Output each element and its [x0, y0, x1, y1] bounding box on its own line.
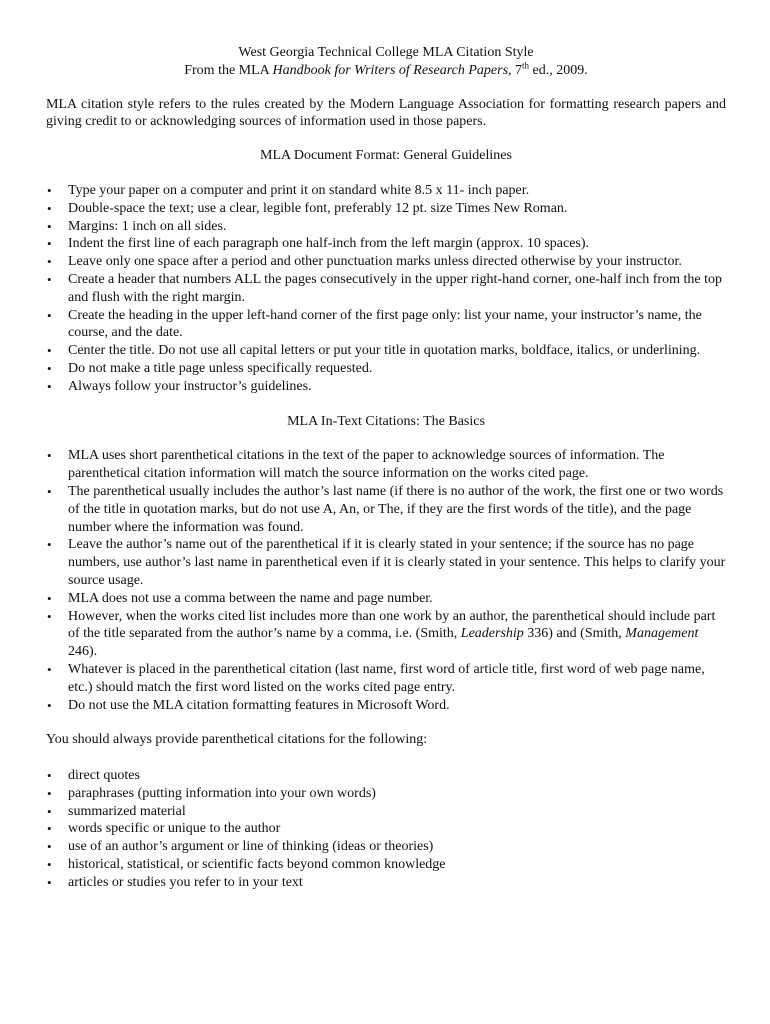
list-item: • MLA uses short parenthetical citations in the text of the paper to acknowledge sources of information. The parenthetical citation information will match the source information on the works cited page.	[47, 448, 665, 482]
list-item: • Center the title. Do not use all capital letters or put your title in quotation marks, boldface, italics, or underlining.	[47, 343, 701, 359]
bullet-icon: •	[47, 271, 52, 287]
bullet-icon: •	[47, 236, 52, 252]
bullet-icon: •	[47, 483, 52, 499]
list-item: • Double-space the text; use a clear, legible font, preferably 12 pt. size Times New Roman.	[47, 200, 568, 216]
document-title-block	[46, 44, 726, 80]
format-section-heading: MLA Document Format: General Guidelines	[260, 148, 512, 164]
list-item: • Leave only one space after a period and other punctuation marks unless directed otherwise by your instructor.	[47, 254, 682, 270]
list-item: • Create the heading in the upper left-hand corner of the first page only: list your name, your instructor’s name, the course, and the date.	[47, 307, 702, 341]
list-item: • Do not make a title page unless specifically requested.	[47, 360, 373, 376]
subtitle-book-title: Handbook for Writers of Research Papers	[272, 62, 509, 78]
list-item: • Type your paper on a computer and print it on standard white 8.5 x 11- inch paper.	[47, 182, 530, 198]
bullet-icon: •	[47, 218, 52, 234]
subtitle-suffix: ed., 2009.	[529, 62, 588, 78]
bullet-icon: •	[47, 343, 52, 359]
list-item: • use of an author’s argument or line of thinking (ideas or theories)	[47, 839, 434, 855]
bullet-icon: •	[47, 608, 52, 624]
document-subtitle	[46, 62, 726, 80]
list-item: • Always follow your instructor’s guidelines.	[47, 378, 312, 394]
bullet-icon: •	[47, 785, 52, 801]
list-item: • direct quotes	[47, 768, 140, 784]
list-item: • MLA does not use a comma between the name and page number.	[47, 590, 433, 606]
list-item: • words specific or unique to the author	[47, 821, 281, 837]
parenthetical-lead-text: You should always provide parenthetical citations for the following:	[46, 732, 428, 748]
subtitle-prefix: From the MLA	[184, 62, 273, 78]
parenthetical-cases-list	[46, 767, 726, 892]
list-item: • However, when the works cited list includes more than one work by an author, the parenthetical should include part of the title separated from the author’s name by a comma, i.e. (Smith, Leadership 336) and (Smith, Management 246).	[47, 608, 716, 660]
bullet-icon: •	[47, 307, 52, 323]
bullet-icon: •	[47, 821, 52, 837]
list-item: • Whatever is placed in the parenthetical citation (last name, first word of article title, first word of web page name, etc.) should match the first word listed on the works cited page entry.	[47, 661, 705, 695]
bullet-icon: •	[47, 803, 52, 819]
bullet-icon: •	[47, 661, 52, 677]
format-guidelines-list	[46, 182, 726, 396]
bullet-icon: •	[47, 857, 52, 873]
bullet-icon: •	[47, 448, 52, 464]
list-item: • Leave the author’s name out of the parenthetical if it is clearly stated in your sentence; if the source has no page numbers, use author’s last name in parenthetical even if it is clearly stated in your sentence. This helps to clarify your source usage.	[47, 537, 726, 588]
bullet-icon: •	[47, 254, 52, 270]
bullet-icon: •	[47, 590, 52, 606]
subtitle-edition-superscript: th	[522, 60, 530, 71]
bullet-icon: •	[47, 697, 52, 713]
list-item: • Create a header that numbers ALL the pages consecutively in the upper right-hand corner, one-half inch from the top and flush with the right margin.	[47, 271, 722, 305]
bullet-icon: •	[47, 874, 52, 890]
list-item: • Indent the first line of each paragraph one half-inch from the left margin (approx. 10 spaces).	[47, 236, 590, 252]
bullet-icon: •	[47, 768, 52, 784]
list-item: • articles or studies you refer to in your text	[47, 874, 303, 890]
bullet-icon: •	[47, 182, 52, 198]
list-item: • Do not use the MLA citation formatting features in Microsoft Word.	[47, 697, 450, 713]
bullet-icon: •	[47, 200, 52, 216]
bullet-icon: •	[47, 360, 52, 376]
intext-citations-list	[46, 447, 726, 714]
list-item: • summarized material	[47, 803, 186, 819]
subtitle-edition-number: , 7	[508, 62, 523, 78]
bullet-icon: •	[47, 537, 52, 553]
bullet-icon: •	[47, 839, 52, 855]
bullet-icon: •	[47, 378, 52, 394]
intro-paragraph: MLA citation style refers to the rules created by the Modern Language Association for formatting research papers and giving credit to or acknowledging sources of information used in those papers.	[46, 96, 726, 130]
list-item: • historical, statistical, or scientific facts beyond common knowledge	[47, 857, 446, 873]
list-item: • paraphrases (putting information into your own words)	[47, 785, 376, 801]
intext-section-heading: MLA In-Text Citations: The Basics	[287, 413, 485, 429]
list-item: • Margins: 1 inch on all sides.	[47, 218, 227, 234]
list-item: • The parenthetical usually includes the author’s last name (if there is no author of the work, the first one or two words of the title in quotation marks, but do not use A, An, or The, if they are the first words of the title), and the page number where the information was found.	[47, 483, 724, 535]
document-title: West Georgia Technical College MLA Citation Style	[238, 45, 534, 60]
